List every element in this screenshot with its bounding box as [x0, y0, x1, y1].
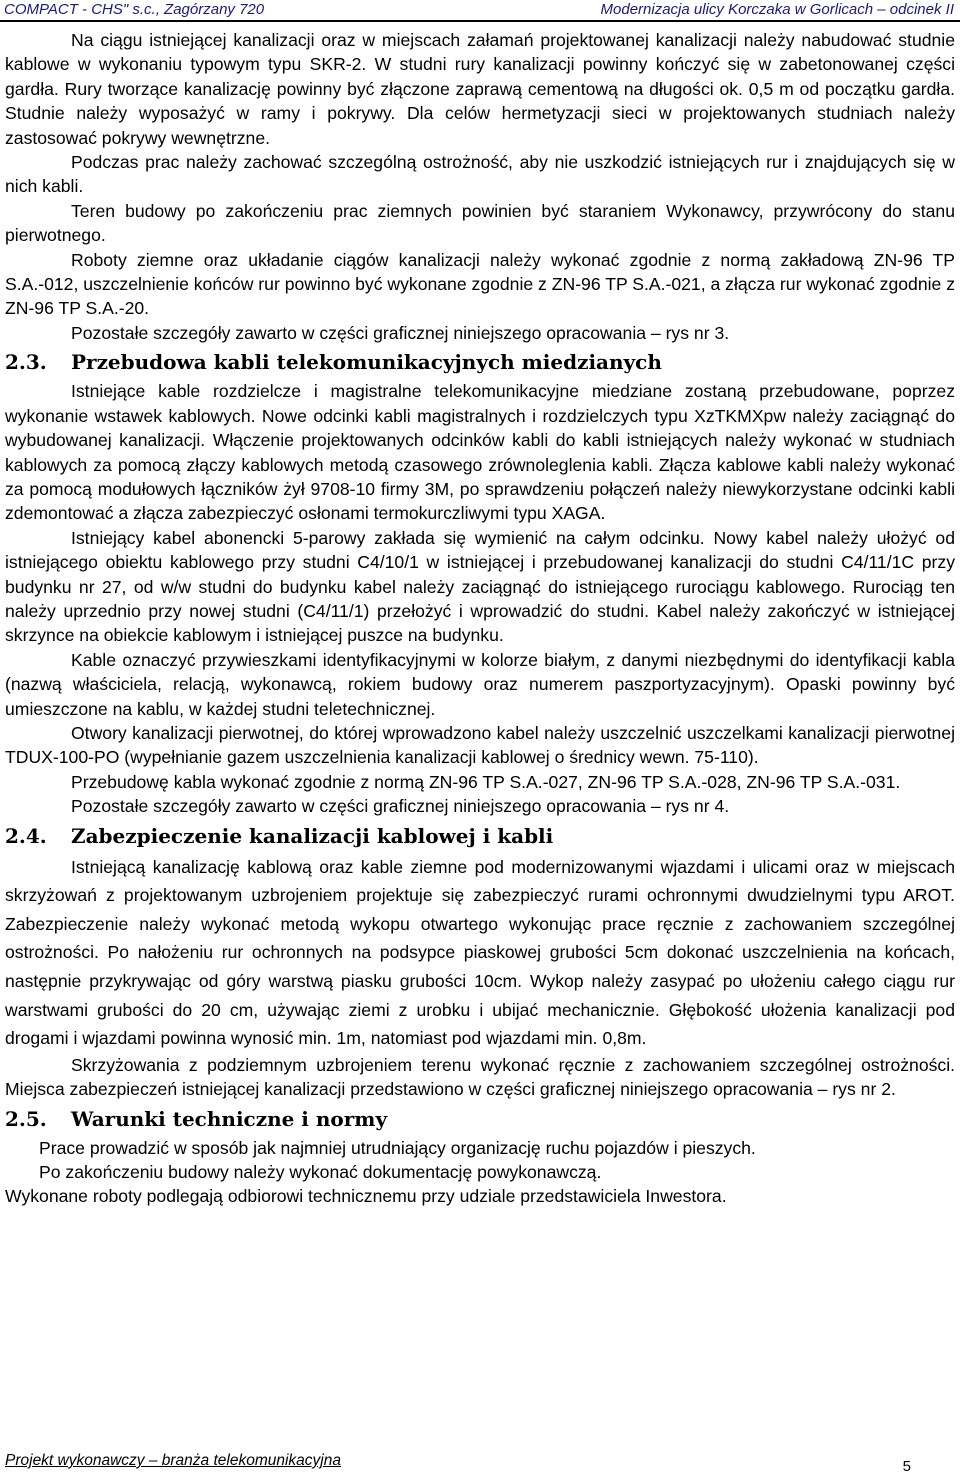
header-project: Modernizacja ulicy Korczaka w Gorlicach – odcinek II — [600, 1, 954, 18]
paragraph: Pozostałe szczegóły zawarto w części graficznej niniejszego opracowania – rys nr 4. — [71, 796, 730, 817]
paragraph: Przebudowę kabla wykonać zgodnie z normą ZN-96 TP S.A.-027, ZN-96 TP S.A.-028, ZN-96 TP S.A.-031. — [71, 771, 901, 792]
page-footer — [5, 1452, 955, 1474]
paragraph: Wykonane roboty podlegają odbiorowi technicznemu przy udziale przedstawiciela Inwestora. — [5, 1186, 727, 1207]
section-number: 2.4. — [5, 823, 47, 848]
paragraph: Istniejącą kanalizację kablową oraz kable ziemne pod modernizowanymi wjazdami i ulicami oraz w miejscach skrzyżowań z projektowanym uzbrojeniem projektuje się zabezpieczyć rurami ochronnymi dwudzielnymi typu AROT. Zabezpieczenie należy wykonać metodą wykopu otwartego wykonując prace ręcznie z zachowaniem szczególnej ostrożności. Po nałożeniu rur ochronnych na podsypce piaskowej grubości 5cm dokonać uszczelnienia na końcach, następnie przykrywając od góry warstwą piasku grubości 10cm. Wykop należy zasypać po ułożeniu całego ciągu rur warstwami grubości do 20 cm, używając ziemi z urobku i ubijać mechanicznie. Głębokość ułożenia kanalizacji pod drogami i wjazdami powinna wynosić min. 1m, natomiast pod wjazdami min. 0,8m. — [5, 856, 955, 1049]
paragraph: Podczas prac należy zachować szczególną ostrożność, aby nie uszkodzić istniejących rur i znajdujących się w nich kabli. — [5, 152, 955, 197]
paragraph: Teren budowy po zakończeniu prac ziemnych powinien być staraniem Wykonawcy, przywrócony do stanu pierwotnego. — [5, 200, 955, 246]
paragraph: Istniejący kabel abonencki 5-parowy zakłada się wymienić na całym odcinku. Nowy kabel należy ułożyć od istniejącego obiektu kablowego przy studni C4/10/1 w istniejącej i przebudowanej kanalizacji do studni C4/11/1C przy budynku nr 27, od w/w studni do budynku kabel należy zaciągnąć do istniejącego rurociągu kablowego. Rurociąg ten należy uprzednio przy nowej studni (C4/11/1) przełożyć i wprowadzić do studni. Kabel należy zakończyć w istniejącej skrzynce na obiekcie kablowym i istniejącej puszce na budynku. — [5, 527, 955, 646]
section-title: Warunki techniczne i normy — [71, 1106, 388, 1131]
paragraph: Prace prowadzić w sposób jak najmniej utrudniający organizację ruchu pojazdów i pieszych. — [39, 1137, 756, 1158]
section-heading-2-3 — [5, 349, 955, 375]
section-number: 2.5. — [5, 1106, 47, 1131]
paragraph: Skrzyżowania z podziemnym uzbrojeniem terenu wykonać ręcznie z zachowaniem szczególnej ostrożności. Miejsca zabezpieczeń istniejącej kanalizacji przedstawiono w części graficznej niniejszego opracowania – rys nr 2. — [5, 1054, 955, 1100]
section-title: Przebudowa kabli telekomunikacyjnych miedzianych — [71, 350, 662, 375]
section-number: 2.3. — [5, 350, 47, 375]
paragraph: Pozostałe szczegóły zawarto w części graficznej niniejszego opracowania – rys nr 3. — [71, 322, 730, 343]
paragraph: Kable oznaczyć przywieszkami identyfikacyjnymi w kolorze białym, z danymi niezbędnymi do identyfikacji kabla (nazwą właściciela, relacją, wykonawcą, rokiem budowy oraz numerem paszportyzacyjnym). Opaski powinny być umieszczone na kablu, w każdej studni teletechnicznej. — [5, 649, 955, 719]
paragraph: Istniejące kable rozdzielcze i magistralne telekomunikacyjne miedziane zostaną przebudowane, poprzez wykonanie wstawek kablowych. Nowe odcinki kabli magistralnych i rozdzielczych typu XzTKMXpw należy zaciągnąć do wybudowanej kanalizacji. Włączenie projektowanych odcinków kabli do kabli istniejących należy wykonać w studniach kablowych za pomocą złączy kablowych metodą czasowego zrównoleglenia kabli. Złącza kablowe kabli należy wykonać za pomocą modułowych łączników żył 9708-10 firmy 3M, po sprawdzeniu połączeń należy niewykorzystane odcinki kabli zdemontować a złącza zabezpieczyć osłonami termokurczliwymi typu XAGA. — [5, 381, 955, 524]
paragraph: Roboty ziemne oraz układanie ciągów kanalizacji należy wykonać zgodnie z normą zakładową ZN-96 TP S.A.-012, uszczelnienie końców rur powinno być wykonane zgodnie z ZN-96 TP S.A.-021, a złącza rur wykonać zgodnie z ZN-96 TP S.A.-20. — [5, 249, 955, 319]
footer-label: Projekt wykonawczy – branża telekomunikacyjna — [5, 1452, 341, 1469]
page-number: 5 — [902, 1458, 911, 1475]
section-heading-2-5 — [5, 1106, 955, 1132]
section-title: Zabezpieczenie kanalizacji kablowej i kabli — [71, 823, 554, 848]
paragraph: Po zakończeniu budowy należy wykonać dokumentację powykonawczą. — [39, 1161, 602, 1182]
paragraph: Otwory kanalizacji pierwotnej, do której wprowadzono kabel należy uszczelnić uszczelkami kanalizacji pierwotnej TDUX-100-PO (wypełnianie gazem uszczelnienia kanalizacji kablowej o średnicy wewn. 75-110). — [5, 722, 955, 768]
paragraph: Na ciągu istniejącej kanalizacji oraz w miejscach załamań projektowanej kanalizacji należy nabudować studnie kablowe w wykonaniu typowym typu SKR-2. W studni rury kanalizacji powinny kończyć się w zabetonowanej części gardła. Rury tworzące kanalizację powinny być złączone zaprawą cementową na długości ok. 0,5 m od początku gardła. Studnie należy wyposażyć w ramy i pokrywy. Dla celów hermetyzacji sieci w projektowanych studniach należy zastosować pokrywy wewnętrzne. — [5, 30, 955, 148]
document-body — [5, 28, 955, 1209]
page-header — [0, 0, 960, 22]
header-company: COMPACT - CHS" s.c., Zagórzany 720 — [4, 1, 265, 18]
section-heading-2-4 — [5, 823, 955, 849]
